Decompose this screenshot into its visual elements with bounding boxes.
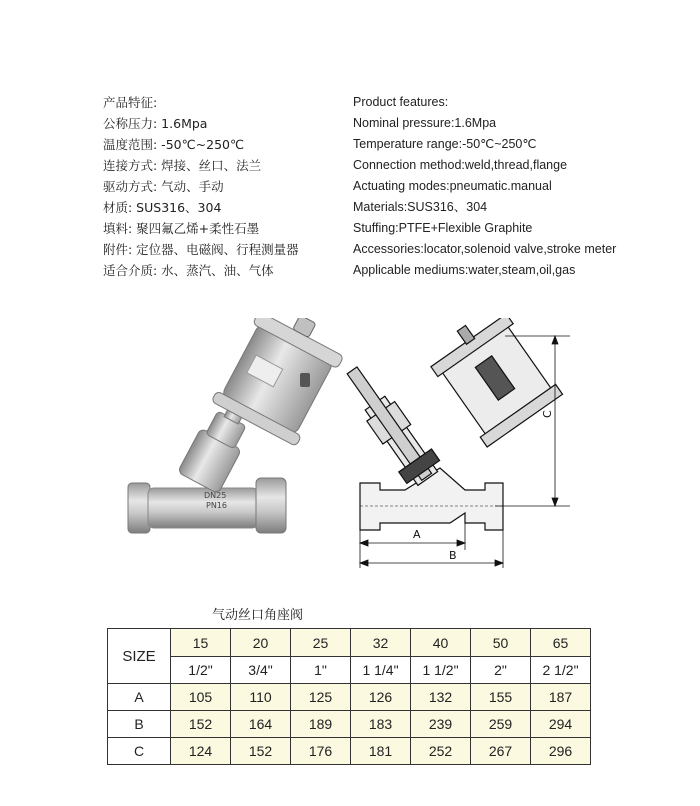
feature-line: Product features: xyxy=(353,95,449,109)
inch-cell: 3/4" xyxy=(231,657,291,684)
value-cell: 164 xyxy=(231,711,291,738)
feature-line: 温度范围: -50℃~250℃ xyxy=(103,137,245,152)
feature-line: 产品特征: xyxy=(103,95,158,110)
value-cell: 239 xyxy=(411,711,471,738)
table-row xyxy=(108,629,591,657)
value-cell: 252 xyxy=(411,738,471,765)
row-label: A xyxy=(108,684,171,711)
value-cell: 183 xyxy=(351,711,411,738)
inch-cell: 2 1/2" xyxy=(531,657,591,684)
photo-marking-pn: PN16 xyxy=(206,501,227,510)
feature-line: Temperature range:-50℃~250℃ xyxy=(353,137,537,151)
feature-line: Stuffing:PTFE+Flexible Graphite xyxy=(353,221,533,235)
table-row xyxy=(108,738,591,765)
dn-cell: 25 xyxy=(291,629,351,657)
inch-cell: 1 1/2" xyxy=(411,657,471,684)
value-cell: 124 xyxy=(171,738,231,765)
value-cell: 125 xyxy=(291,684,351,711)
value-cell: 296 xyxy=(531,738,591,765)
feature-line: Applicable mediums:water,steam,oil,gas xyxy=(353,263,576,277)
feature-line: 材质: SUS316、304 xyxy=(103,200,222,215)
inch-cell: 2" xyxy=(471,657,531,684)
value-cell: 176 xyxy=(291,738,351,765)
value-cell: 181 xyxy=(351,738,411,765)
feature-line: 适合介质: 水、蒸汽、油、气体 xyxy=(103,263,274,278)
feature-line: 填料: 聚四氟乙烯+柔性石墨 xyxy=(103,221,260,236)
features-chinese xyxy=(103,92,299,281)
feature-line: Actuating modes:pneumatic.manual xyxy=(353,179,552,193)
inch-cell: 1" xyxy=(291,657,351,684)
feature-line: Connection method:weld,thread,flange xyxy=(353,158,568,172)
photo-marking-dn: DN25 xyxy=(204,491,227,500)
dn-cell: 32 xyxy=(351,629,411,657)
dn-cell: 50 xyxy=(471,629,531,657)
valve-photo xyxy=(118,318,348,548)
feature-line: 附件: 定位器、电磁阀、行程测量器 xyxy=(103,242,299,257)
feature-line: Materials:SUS316、304 xyxy=(353,200,488,214)
dn-cell: 15 xyxy=(171,629,231,657)
dimension-label-a: A xyxy=(413,528,421,541)
row-label: B xyxy=(108,711,171,738)
dimension-drawing xyxy=(345,318,575,578)
table-row xyxy=(108,711,591,738)
value-cell: 294 xyxy=(531,711,591,738)
feature-line: 连接方式: 焊接、丝口、法兰 xyxy=(103,158,262,173)
value-cell: 155 xyxy=(471,684,531,711)
value-cell: 152 xyxy=(171,711,231,738)
value-cell: 152 xyxy=(231,738,291,765)
spec-table xyxy=(107,628,591,765)
feature-line: 公称压力: 1.6Mpa xyxy=(103,116,208,131)
dimension-label-c: C xyxy=(541,410,554,418)
row-label: C xyxy=(108,738,171,765)
value-cell: 105 xyxy=(171,684,231,711)
value-cell: 132 xyxy=(411,684,471,711)
dn-cell: 20 xyxy=(231,629,291,657)
value-cell: 110 xyxy=(231,684,291,711)
dn-cell: 65 xyxy=(531,629,591,657)
value-cell: 267 xyxy=(471,738,531,765)
feature-line: Accessories:locator,solenoid valve,stroke meter xyxy=(353,242,617,256)
feature-line: Nominal pressure:1.6Mpa xyxy=(353,116,497,130)
feature-line: 驱动方式: 气动、手动 xyxy=(103,179,224,194)
value-cell: 187 xyxy=(531,684,591,711)
value-cell: 259 xyxy=(471,711,531,738)
value-cell: 126 xyxy=(351,684,411,711)
table-title: 气动丝口角座阀 xyxy=(212,608,304,623)
size-header: SIZE xyxy=(108,629,171,684)
dimension-label-b: B xyxy=(449,549,457,562)
inch-cell: 1 1/4" xyxy=(351,657,411,684)
value-cell: 189 xyxy=(291,711,351,738)
table-row xyxy=(108,684,591,711)
table-row xyxy=(108,657,591,684)
dn-cell: 40 xyxy=(411,629,471,657)
features-english xyxy=(353,92,616,281)
inch-cell: 1/2" xyxy=(171,657,231,684)
